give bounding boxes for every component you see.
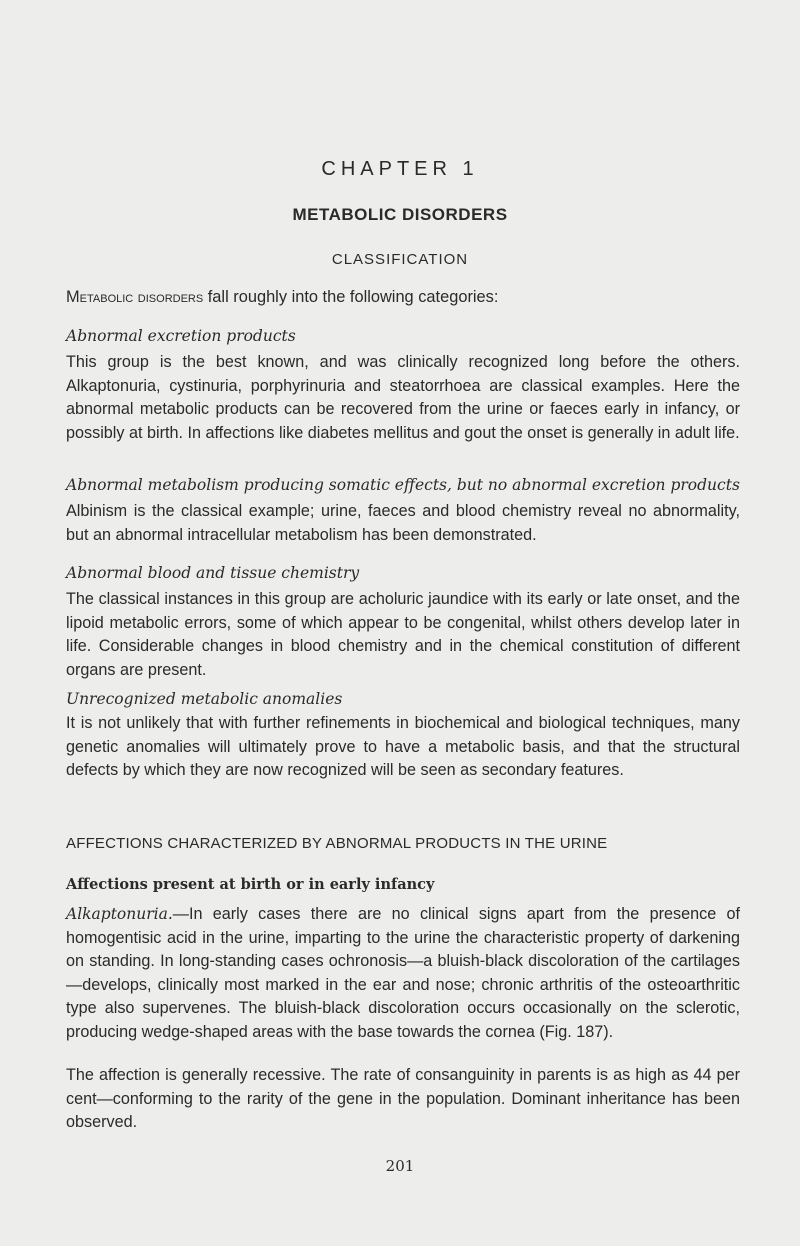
intro-rest: fall roughly into the following categories:: [203, 288, 499, 306]
category-text: It is not unlikely that with further refinements in biochemical and biological techniques, many genetic anomalies will ultimately prove to have a metabolic basis, and that the structural defects by which they are now recognized will be seen as secondary features.: [66, 714, 740, 780]
page-number: 201: [385, 1157, 415, 1175]
alkaptonuria-text: —In early cases there are no clinical signs apart from the presence of homogentisic acid in the urine, imparting to the urine the characteristic property of darkening on standing. In long-standing cases ochronosis—a bluish-black discoloration of the cartilages—develops, clinically most marked in the ear and nose; chronic arthritis of the osteoarthritic type also supervenes. The bluish-black discoloration occurs occasionally on the sclerotic, producing wedge-shaped areas with the base towards the cornea (Fig. 187).: [66, 905, 740, 1041]
category-text: Albinism is the classical example; urine, faeces and blood chemistry reveal no abnormality, but an abnormal intracellular metabolism has been demonstrated.: [66, 502, 740, 544]
category-heading: Abnormal blood and tissue chemistry: [66, 564, 360, 582]
category-heading: Unrecognized metabolic anomalies: [66, 690, 343, 708]
inheritance-paragraph: The affection is generally recessive. The rate of consanguinity in parents is as high as 44 per cent—conforming to the rarity of the gene in the population. Dominant inheritance has been observed.: [66, 1066, 740, 1132]
category-heading: Abnormal excretion products: [66, 327, 296, 345]
section-heading: CLASSIFICATION: [331, 251, 469, 268]
subsection-heading: Affections present at birth or in early infancy: [66, 876, 435, 893]
category-text: This group is the best known, and was clinically recognized long before the others. Alkaptonuria, cystinuria, porphyrinuria and steatorrhoea are classical examples. Here the abnormal metabolic products can be recovered from the urine or faeces early in infancy, or possibly at birth. In affections like diabetes mellitus and gout the onset is generally in adult life.: [66, 353, 740, 442]
intro-lead: Metabolic disorders: [66, 288, 204, 306]
alkaptonuria-term: Alkaptonuria.: [66, 905, 173, 923]
alkaptonuria-paragraph: [66, 903, 740, 1045]
chapter-title: METABOLIC DISORDERS: [292, 205, 508, 224]
chapter-label: CHAPTER 1: [321, 158, 479, 180]
affections-heading: AFFECTIONS CHARACTERIZED BY ABNORMAL PRODUCTS IN THE URINE: [66, 835, 608, 852]
category-text: The classical instances in this group are acholuric jaundice with its early or late onset, and the lipoid metabolic errors, some of which appear to be congenital, whilst others develop later in life. Considerable changes in blood chemistry and in the chemical constitution of different organs are present.: [66, 590, 740, 679]
category-heading: Abnormal metabolism producing somatic effects, but no abnormal excretion products: [66, 476, 740, 494]
intro-paragraph: [66, 286, 740, 310]
